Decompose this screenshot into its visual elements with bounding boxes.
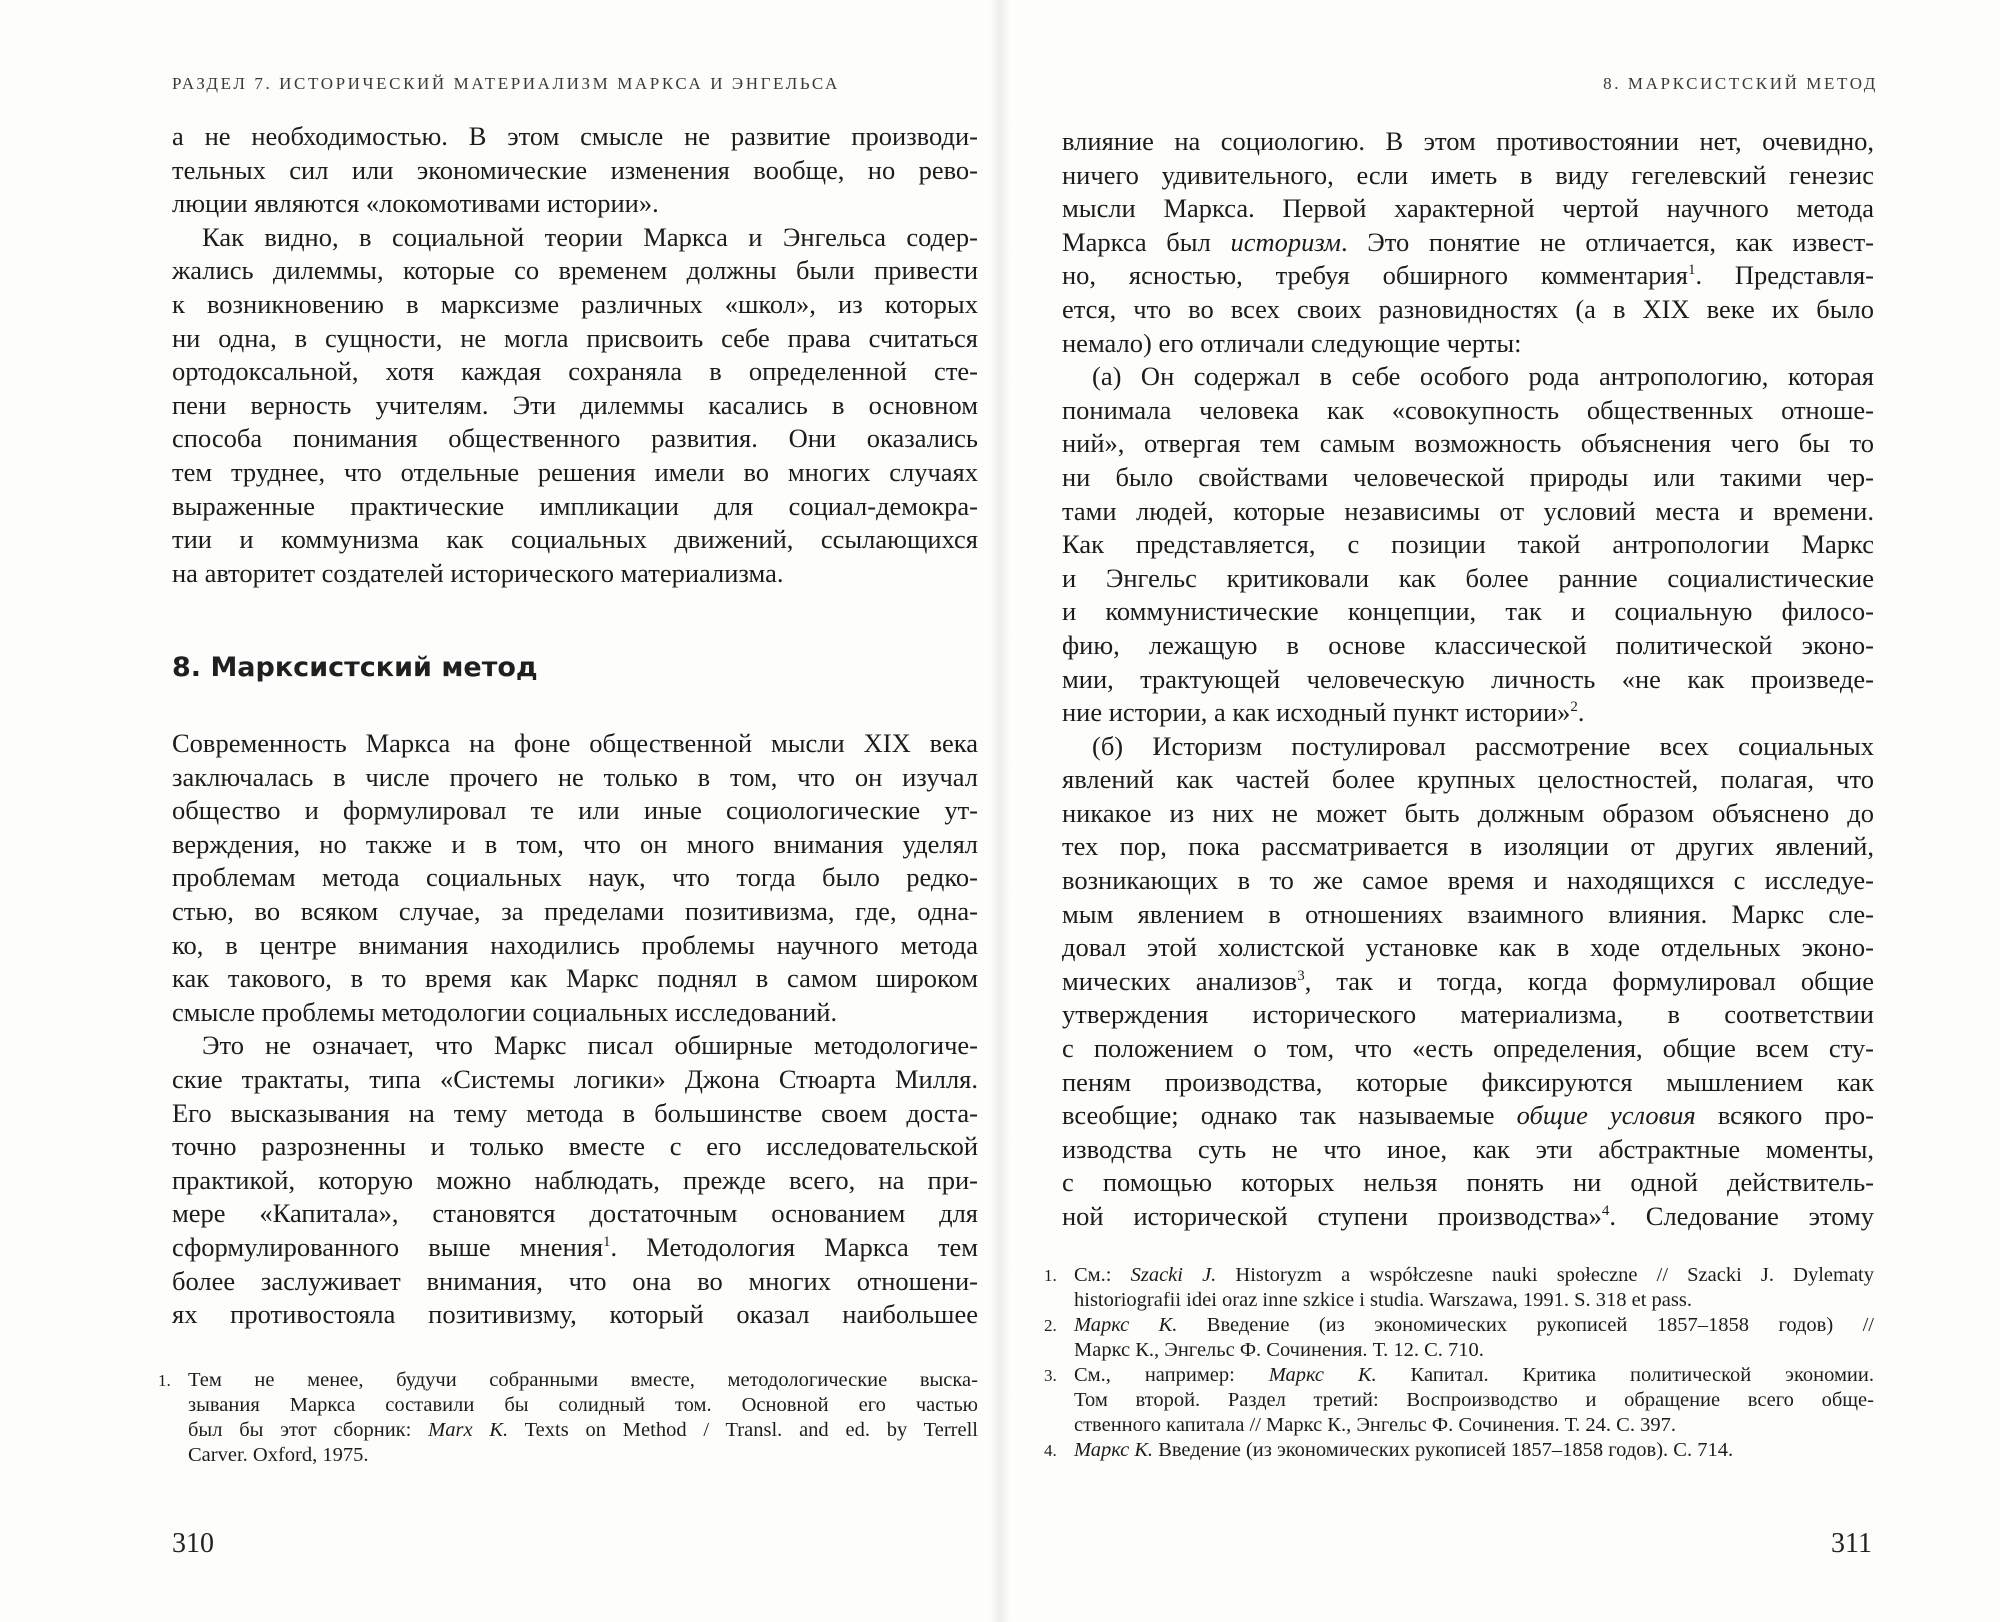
text-run-italic: Marx K. bbox=[428, 1419, 509, 1441]
footnote bbox=[1044, 1363, 1874, 1438]
text-line: точно разрозненны и только вместе с его исследовательской bbox=[172, 1131, 978, 1162]
left-body-bottom bbox=[172, 727, 978, 1332]
text-line: явлений как частей более крупных целостностей, полагая, что bbox=[1062, 764, 1874, 795]
text-line: верждения, но также и в том, что он много внимания уделял bbox=[172, 828, 978, 859]
footnote-body bbox=[1074, 1438, 1874, 1463]
text-line: с помощью которых нельзя понять ни одной действитель- bbox=[1062, 1167, 1874, 1198]
section-heading: 8. Марксистский метод bbox=[172, 652, 538, 683]
text-line: Современность Маркса на фоне общественной мысли XIX века bbox=[172, 728, 978, 758]
text-line: тельных сил или экономические изменения вообще, но рево- bbox=[172, 154, 978, 185]
footnote-body bbox=[1074, 1263, 1874, 1313]
footnote-body bbox=[1074, 1313, 1874, 1363]
text-line bbox=[1062, 965, 1874, 999]
text-line bbox=[1062, 226, 1874, 260]
text-line: тех пор, пока рассматривается в изоляции от других явлений, bbox=[1062, 831, 1874, 862]
text-run-italic: Маркс К. bbox=[1268, 1364, 1377, 1386]
footnotes-right bbox=[1044, 1263, 1874, 1463]
text-run: Historyzm a współczesne nauki społeczne // Szacki J. Dylematy bbox=[1216, 1264, 1874, 1286]
footnote-ref[interactable]: 4 bbox=[1601, 1203, 1610, 1220]
text-line: более заслуживает внимания, что она во многих отношени- bbox=[172, 1265, 978, 1296]
text-line: Как представляется, с позиции такой антропологии Маркс bbox=[1062, 529, 1874, 560]
text-line: пени верность учителям. Эти дилеммы касались в основном bbox=[172, 389, 978, 420]
text-run: Texts on Method / Transl. and ed. by Terrell bbox=[508, 1419, 978, 1441]
text-line: стью, во всяком случае, за пределами позитивизма, где, одна- bbox=[172, 895, 978, 926]
footnote-ref[interactable]: 1 bbox=[1687, 262, 1696, 279]
text-line bbox=[172, 1231, 978, 1265]
running-head-right: 8. МАРКСИСТСКИЙ МЕТОД bbox=[1603, 74, 1878, 93]
footnote-line bbox=[1074, 1263, 1874, 1288]
text-run: Маркса был bbox=[1062, 226, 1231, 257]
footnote-line: Маркс К., Энгельс Ф. Сочинения. Т. 12. С. 710. bbox=[1074, 1339, 1484, 1361]
text-line bbox=[1062, 1200, 1874, 1234]
text-run: всякого про- bbox=[1695, 1100, 1874, 1131]
footnote bbox=[1044, 1263, 1874, 1313]
text-run: мических анализов bbox=[1062, 965, 1298, 996]
footnote-number: 4. bbox=[1044, 1441, 1057, 1460]
text-line: ни одна, в сущности, не могла присвоить себе права считаться bbox=[172, 322, 978, 353]
text-line: жались дилеммы, которые со временем должны были привести bbox=[172, 255, 978, 286]
text-line: изводства суть не что иное, как эти абстрактные моменты, bbox=[1062, 1133, 1874, 1164]
text-line: Как видно, в социальной теории Маркса и Энгельса содер- bbox=[202, 221, 978, 252]
left-body-top bbox=[172, 120, 978, 590]
text-line bbox=[1062, 259, 1874, 293]
text-run: ной исторической ступени производства» bbox=[1062, 1201, 1602, 1231]
text-line: пеням производства, которые фиксируются мышлением как bbox=[1062, 1066, 1874, 1097]
footnotes-left bbox=[158, 1368, 978, 1468]
text-line: Это не означает, что Маркс писал обширные методологиче- bbox=[202, 1030, 978, 1061]
footnote-line bbox=[1074, 1313, 1874, 1338]
text-line: возникающих в то же самое время и находящихся с исследуе- bbox=[1062, 865, 1874, 896]
footnote-line bbox=[1074, 1438, 1874, 1463]
footnote-line: Тем не менее, будучи собранными вместе, методологические выска- bbox=[188, 1369, 978, 1391]
text-line: мии, трактующей человеческую личность «не как произведе- bbox=[1062, 663, 1874, 694]
footnote-ref[interactable]: 1 bbox=[603, 1234, 611, 1251]
footnote-number: 3. bbox=[1044, 1366, 1057, 1385]
text-line: практикой, которую можно наблюдать, прежде всего, на при- bbox=[172, 1164, 978, 1195]
text-line: тами людей, которые независимы от условий места и времени. bbox=[1062, 495, 1874, 526]
text-run: . Следование этому bbox=[1609, 1201, 1874, 1231]
text-line: тии и коммунизма как социальных движений, ссылающихся bbox=[172, 524, 978, 555]
text-run: всеобщие; однако так называемые bbox=[1062, 1100, 1517, 1131]
text-line: проблемам метода социальных наук, что тогда было редко- bbox=[172, 862, 978, 893]
footnote-line: Том второй. Раздел третий: Воспроизводство и обращение всего обще- bbox=[1074, 1389, 1874, 1411]
page-number-right: 311 bbox=[1831, 1528, 1872, 1559]
footnote-body bbox=[1074, 1363, 1874, 1438]
text-line: как такового, в то время как Маркс поднял в самом широком bbox=[172, 963, 978, 994]
text-run-italic: историзм bbox=[1230, 226, 1341, 257]
text-line: и коммунистические концепции, так и социальную филосо- bbox=[1062, 596, 1874, 627]
text-line: а не необходимостью. В этом смысле не развитие производи- bbox=[172, 121, 978, 151]
footnote-number: 1. bbox=[158, 1371, 171, 1390]
text-line: и Энгельс критиковали как более ранние социалистические bbox=[1062, 562, 1874, 593]
text-line: мере «Капитала», становятся достаточным основанием для bbox=[172, 1198, 978, 1229]
footnote-line bbox=[1074, 1363, 1874, 1388]
text-line: довал этой холистской установке как в ходе отдельных эконо- bbox=[1062, 932, 1874, 963]
text-line: утверждения исторического материализма, в соответствии bbox=[1062, 999, 1874, 1030]
footnote-body bbox=[188, 1368, 978, 1468]
footnote bbox=[1044, 1438, 1874, 1463]
text-line: (а) Он содержал в себе особого рода антропологию, которая bbox=[1092, 361, 1874, 392]
text-line: ортодоксальной, хотя каждая сохраняла в определенной сте- bbox=[172, 356, 978, 387]
footnote-line: Carver. Oxford, 1975. bbox=[188, 1444, 369, 1466]
text-run-italic: Маркс К. bbox=[1074, 1439, 1154, 1461]
text-line: выраженные практические импликации для социал-демокра- bbox=[172, 490, 978, 521]
right-page bbox=[1000, 0, 2000, 1622]
footnote-ref[interactable]: 2 bbox=[1570, 699, 1578, 716]
footnote-number: 1. bbox=[1044, 1266, 1057, 1285]
text-line bbox=[1062, 1099, 1874, 1133]
text-line: ни было свойствами человеческой природы или такими чер- bbox=[1062, 461, 1874, 492]
text-run: См., например: bbox=[1074, 1364, 1269, 1386]
right-body bbox=[1062, 125, 1874, 1234]
text-line: с положением о том, что «есть определения, общие всем сту- bbox=[1062, 1033, 1874, 1064]
text-run: . Это понятие не отличается, как извест- bbox=[1340, 226, 1874, 257]
text-run: Введение (из экономических рукописей 1857–1858 годов). С. 714. bbox=[1153, 1439, 1734, 1461]
text-line: заключалась в числе прочего не только в том, что он изучал bbox=[172, 761, 978, 792]
text-line: немало) его отличали следующие черты: bbox=[1062, 327, 1522, 358]
text-line: влияние на социологию. В этом противостоянии нет, очевидно, bbox=[1062, 126, 1874, 156]
text-line: (б) Историзм постулировал рассмотрение всех социальных bbox=[1092, 730, 1874, 761]
footnote-line: historiografii idei oraz inne szkice i studia. Warszawa, 1991. S. 318 et pass. bbox=[1074, 1289, 1692, 1311]
text-line: способа понимания общественного развития. Они оказались bbox=[172, 423, 978, 454]
text-line: никакое из них не может быть должным образом объяснено до bbox=[1062, 797, 1874, 828]
text-run: См.: bbox=[1074, 1264, 1131, 1286]
text-line: мым явлением в отношениях взаимного влияния. Маркс сле- bbox=[1062, 898, 1874, 929]
text-run-italic: Маркс К. bbox=[1074, 1314, 1178, 1336]
text-line bbox=[1062, 696, 1874, 730]
footnote-line: зывания Маркса составили бы солидный том. Основной его частью bbox=[188, 1394, 978, 1416]
text-run: . Методология Маркса тем bbox=[610, 1231, 978, 1262]
text-line: ний», отвергая тем самым возможность объяснения чего бы то bbox=[1062, 428, 1874, 459]
text-run: Капитал. Критика политической экономии. bbox=[1376, 1364, 1874, 1386]
footnote-line: ственного капитала // Маркс К., Энгельс Ф. Сочинения. Т. 24. С. 397. bbox=[1074, 1414, 1676, 1436]
footnote-number: 2. bbox=[1044, 1316, 1057, 1335]
footnote bbox=[158, 1368, 978, 1468]
text-line: смысле проблемы методологии социальных исследований. bbox=[172, 996, 838, 1027]
text-line: тем труднее, что отдельные решения имели во многих случаях bbox=[172, 456, 978, 487]
text-line: понимала человека как «совокупность общественных отноше- bbox=[1062, 394, 1874, 425]
text-run: был бы этот сборник: bbox=[188, 1419, 429, 1441]
text-line: ко, в центре внимания находились проблемы научного метода bbox=[172, 929, 978, 960]
text-run: сформулированного выше мнения bbox=[172, 1231, 604, 1262]
page-number-left: 310 bbox=[172, 1528, 214, 1559]
text-line: люции являются «локомотивами истории». bbox=[172, 188, 659, 219]
running-head-left: РАЗДЕЛ 7. ИСТОРИЧЕСКИЙ МАТЕРИАЛИЗМ МАРКСА И ЭНГЕЛЬСА bbox=[172, 74, 840, 93]
text-line: общество и формулировал те или иные социологические ут- bbox=[172, 795, 978, 826]
text-run: , так и тогда, когда формулировал общие bbox=[1304, 965, 1874, 996]
text-run: но, ясностью, требуя обширного комментария bbox=[1062, 260, 1688, 291]
footnote-ref[interactable]: 3 bbox=[1297, 968, 1305, 985]
footnote-line bbox=[188, 1418, 978, 1443]
text-line: Его высказывания на тему метода в большинстве своем доста- bbox=[172, 1097, 978, 1128]
text-line: ничего удивительного, если иметь в виду гегелевский генезис bbox=[1062, 159, 1874, 190]
text-line: ские трактаты, типа «Системы логики» Джона Стюарта Милля. bbox=[172, 1063, 978, 1094]
text-run: ние истории, а как исходный пункт истории» bbox=[1062, 697, 1571, 728]
text-run: . Представля- bbox=[1695, 260, 1874, 291]
footnote bbox=[1044, 1313, 1874, 1363]
text-line: на авторитет создателей исторического материализма. bbox=[172, 557, 784, 588]
text-run-italic: Szacki J. bbox=[1130, 1264, 1217, 1286]
text-line: к возникновению в марксизме различных «школ», из которых bbox=[172, 288, 978, 319]
text-line: ется, что во всех своих разновидностях (а в XIX веке их было bbox=[1062, 293, 1874, 324]
text-run-italic: общие условия bbox=[1516, 1100, 1696, 1131]
text-run: Введение (из экономических рукописей 1857–1858 годов) // bbox=[1177, 1314, 1875, 1336]
text-line: ях противостояла позитивизму, который оказал наибольшее bbox=[172, 1299, 978, 1330]
text-line: мысли Маркса. Первой характерной чертой научного метода bbox=[1062, 193, 1874, 224]
text-run: . bbox=[1577, 697, 1585, 728]
text-line: фию, лежащую в основе классической политической эконо- bbox=[1062, 629, 1874, 660]
